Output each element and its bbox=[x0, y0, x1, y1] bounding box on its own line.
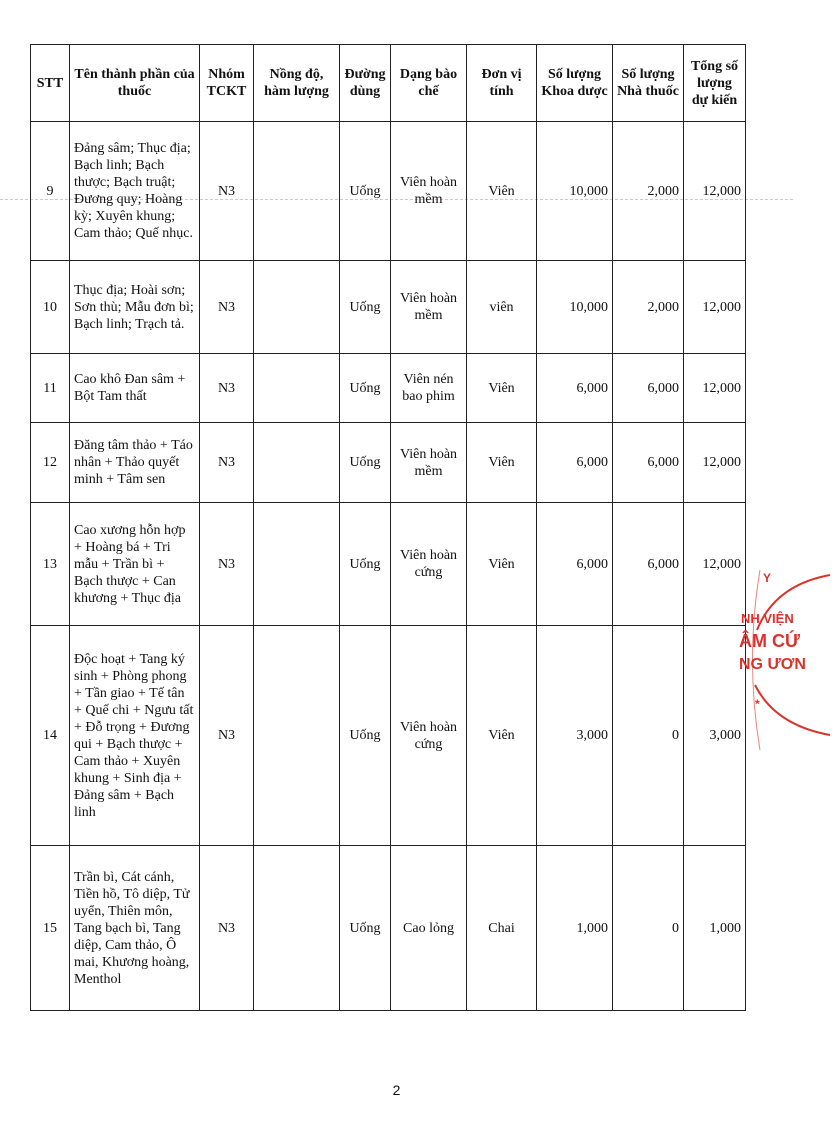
table-row bbox=[31, 626, 746, 846]
header-khoa-duoc: Số lượng Khoa dược bbox=[537, 45, 613, 122]
table-row bbox=[31, 261, 746, 354]
cell-stt: 14 bbox=[31, 626, 70, 846]
cell-total: 12,000 bbox=[684, 261, 746, 354]
cell-nha-thuoc: 0 bbox=[613, 626, 684, 846]
cell-khoa-duoc: 6,000 bbox=[537, 503, 613, 626]
drug-table bbox=[30, 44, 746, 1011]
cell-total: 12,000 bbox=[684, 354, 746, 423]
cell-concentration bbox=[254, 846, 340, 1011]
cell-concentration bbox=[254, 261, 340, 354]
cell-name: Độc hoạt + Tang ký sinh + Phòng phong + Tần giao + Tế tân + Quế chi + Ngưu tất + Đỗ trọng + Đương qui + Bạch thược + Cam thảo + Xuyên khung + Sinh địa + Đảng sâm + Bạch linh bbox=[70, 626, 200, 846]
cell-form: Viên hoàn mềm bbox=[391, 261, 467, 354]
cell-unit: Chai bbox=[467, 846, 537, 1011]
cell-khoa-duoc: 6,000 bbox=[537, 423, 613, 503]
table-header-row bbox=[31, 45, 746, 122]
header-total: Tổng số lượng dự kiến bbox=[684, 45, 746, 122]
cell-unit: viên bbox=[467, 261, 537, 354]
cell-form: Cao lỏng bbox=[391, 846, 467, 1011]
cell-nha-thuoc: 2,000 bbox=[613, 122, 684, 261]
cell-nha-thuoc: 0 bbox=[613, 846, 684, 1011]
table-row bbox=[31, 846, 746, 1011]
cell-group: N3 bbox=[200, 626, 254, 846]
cell-group: N3 bbox=[200, 503, 254, 626]
cell-total: 1,000 bbox=[684, 846, 746, 1011]
cell-route: Uống bbox=[340, 261, 391, 354]
cell-route: Uống bbox=[340, 846, 391, 1011]
cell-form: Viên hoàn cứng bbox=[391, 626, 467, 846]
cell-group: N3 bbox=[200, 261, 254, 354]
cell-stt: 10 bbox=[31, 261, 70, 354]
cell-name: Trần bì, Cát cánh, Tiền hồ, Tô diệp, Tử uyển, Thiên môn, Tang bạch bì, Tang diệp, Cam thảo, Ô mai, Khương hoàng, Menthol bbox=[70, 846, 200, 1011]
header-route: Đường dùng bbox=[340, 45, 391, 122]
cell-unit: Viên bbox=[467, 626, 537, 846]
official-seal-stamp bbox=[735, 560, 835, 760]
cell-name: Cao xương hỗn hợp + Hoàng bá + Tri mẫu + Trần bì + Bạch thược + Can khương + Thục địa bbox=[70, 503, 200, 626]
header-name: Tên thành phần của thuốc bbox=[70, 45, 200, 122]
table-row bbox=[31, 122, 746, 261]
cell-stt: 11 bbox=[31, 354, 70, 423]
page-number: 2 bbox=[392, 1082, 401, 1098]
cell-nha-thuoc: 2,000 bbox=[613, 261, 684, 354]
seal-text-4: NG ƯƠN bbox=[739, 656, 806, 673]
seal-text-1: Y bbox=[763, 571, 772, 585]
cell-concentration bbox=[254, 423, 340, 503]
cell-group: N3 bbox=[200, 122, 254, 261]
cell-group: N3 bbox=[200, 423, 254, 503]
cell-khoa-duoc: 1,000 bbox=[537, 846, 613, 1011]
cell-group: N3 bbox=[200, 846, 254, 1011]
cell-form: Viên hoàn mềm bbox=[391, 423, 467, 503]
cell-total: 12,000 bbox=[684, 122, 746, 261]
seal-text-2: NH VIỆN bbox=[741, 611, 794, 626]
table-row bbox=[31, 354, 746, 423]
table-row bbox=[31, 503, 746, 626]
cell-concentration bbox=[254, 503, 340, 626]
cell-concentration bbox=[254, 354, 340, 423]
cell-route: Uống bbox=[340, 354, 391, 423]
cell-route: Uống bbox=[340, 626, 391, 846]
cell-group: N3 bbox=[200, 354, 254, 423]
cell-route: Uống bbox=[340, 503, 391, 626]
cell-khoa-duoc: 10,000 bbox=[537, 122, 613, 261]
cell-khoa-duoc: 3,000 bbox=[537, 626, 613, 846]
cell-total: 12,000 bbox=[684, 423, 746, 503]
cell-stt: 9 bbox=[31, 122, 70, 261]
cell-concentration bbox=[254, 626, 340, 846]
cell-name: Đảng sâm; Thục địa; Bạch linh; Bạch thược; Bạch truật; Đương quy; Hoàng kỳ; Xuyên khung; Cam thảo; Quế nhục. bbox=[70, 122, 200, 261]
cell-name: Thục địa; Hoài sơn; Sơn thù; Mẫu đơn bì; Bạch linh; Trạch tả. bbox=[70, 261, 200, 354]
cell-form: Viên hoàn cứng bbox=[391, 503, 467, 626]
cell-unit: Viên bbox=[467, 122, 537, 261]
cell-total: 3,000 bbox=[684, 626, 746, 846]
cell-form: Viên nén bao phim bbox=[391, 354, 467, 423]
header-stt: STT bbox=[31, 45, 70, 122]
cell-unit: Viên bbox=[467, 423, 537, 503]
cell-nha-thuoc: 6,000 bbox=[613, 503, 684, 626]
table-row bbox=[31, 423, 746, 503]
cell-route: Uống bbox=[340, 122, 391, 261]
header-group: Nhóm TCKT bbox=[200, 45, 254, 122]
header-form: Dạng bào chế bbox=[391, 45, 467, 122]
cell-stt: 15 bbox=[31, 846, 70, 1011]
seal-text-3: ÂM CỨ bbox=[739, 631, 800, 651]
cell-nha-thuoc: 6,000 bbox=[613, 354, 684, 423]
cell-stt: 12 bbox=[31, 423, 70, 503]
cell-route: Uống bbox=[340, 423, 391, 503]
cell-unit: Viên bbox=[467, 354, 537, 423]
header-unit: Đơn vị tính bbox=[467, 45, 537, 122]
cell-form: Viên hoàn mềm bbox=[391, 122, 467, 261]
cell-stt: 13 bbox=[31, 503, 70, 626]
cell-nha-thuoc: 6,000 bbox=[613, 423, 684, 503]
cell-concentration bbox=[254, 122, 340, 261]
cell-total: 12,000 bbox=[684, 503, 746, 626]
cell-khoa-duoc: 10,000 bbox=[537, 261, 613, 354]
seal-text-5: * bbox=[755, 697, 760, 711]
cell-khoa-duoc: 6,000 bbox=[537, 354, 613, 423]
cell-unit: Viên bbox=[467, 503, 537, 626]
cell-name: Đăng tâm thảo + Táo nhân + Thảo quyết minh + Tâm sen bbox=[70, 423, 200, 503]
header-concentration: Nồng độ, hàm lượng bbox=[254, 45, 340, 122]
header-nha-thuoc: Số lượng Nhà thuốc bbox=[613, 45, 684, 122]
cell-name: Cao khô Đan sâm + Bột Tam thất bbox=[70, 354, 200, 423]
